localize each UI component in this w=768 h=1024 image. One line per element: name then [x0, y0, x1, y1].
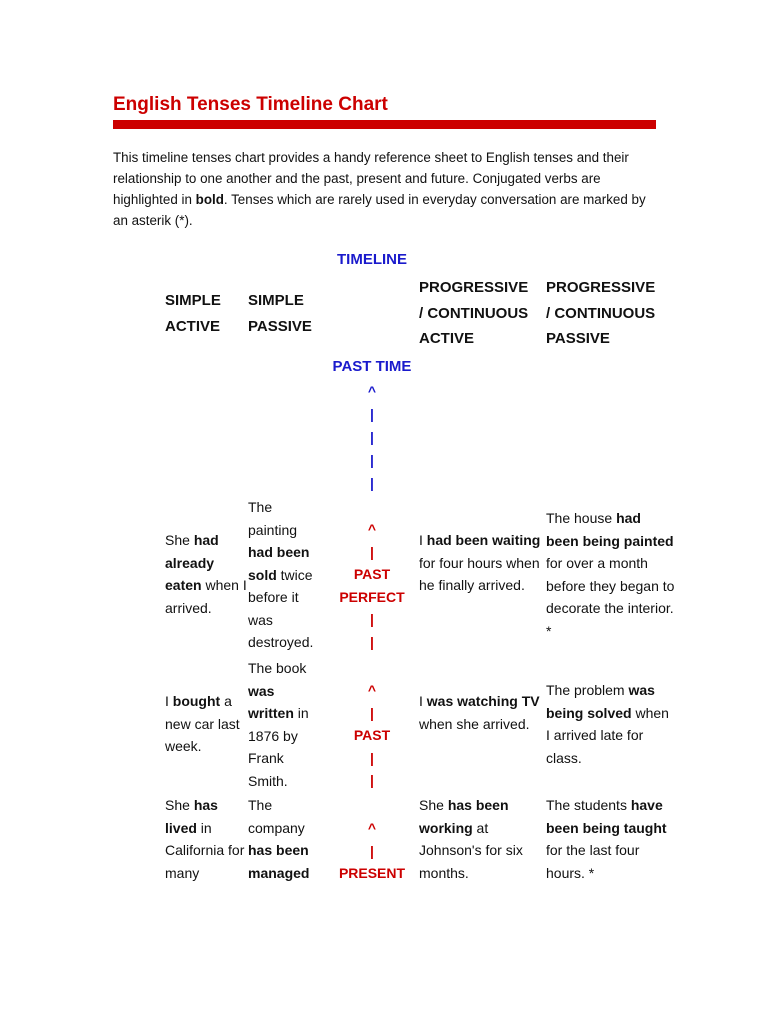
cell-text: for over a month before they began to decorate the interior. * [546, 555, 675, 639]
header-progressive-passive-line3: PASSIVE [546, 330, 610, 347]
past-perfect-progressive-passive [546, 507, 676, 642]
past-perfect-marker [322, 518, 422, 653]
header-progressive-active-line1: PROGRESSIVE [419, 279, 529, 296]
past-time-pipe: | [370, 429, 374, 445]
header-progressive-passive [546, 275, 655, 352]
marker-pipe: | [370, 543, 374, 560]
cell-verb: was watching TV [426, 693, 540, 709]
past-marker [322, 679, 422, 792]
header-progressive-active-line2: / CONTINUOUS [419, 304, 529, 322]
title-underline-bar [113, 120, 656, 129]
past-progressive-passive [546, 679, 676, 769]
header-progressive-passive-line1: PROGRESSIVE [546, 279, 656, 296]
cell-text: when I arrived. [165, 577, 247, 616]
marker-pipe: | [370, 611, 374, 627]
present-simple-active [165, 794, 247, 884]
cell-text: at Johnson's for six months. [419, 819, 523, 881]
past-perfect-simple-active [165, 529, 247, 619]
header-simple-passive [248, 288, 312, 339]
marker-pipe: | [370, 749, 374, 766]
header-progressive-passive-line2: / CONTINUOUS [546, 304, 656, 322]
past-time-pipe: | [370, 475, 374, 491]
intro-bold-word: bold [195, 192, 224, 207]
past-simple-passive [248, 657, 320, 792]
intro-text-end: . Tenses which are rarely used in everyday conversation are marked by an asterik (*). [113, 192, 646, 228]
present-progressive-active [419, 794, 544, 884]
past-label: PAST [353, 727, 391, 743]
cell-verb: had already eaten [165, 532, 219, 593]
past-time-pipe: | [370, 406, 374, 422]
cell-verb: was written [248, 682, 294, 721]
cell-text: The problem [546, 682, 629, 698]
cell-verb: has been managed [248, 842, 310, 881]
past-perfect-label-line2: PERFECT [339, 588, 405, 605]
marker-pipe: | [370, 772, 374, 788]
header-progressive-active-line3: ACTIVE [419, 330, 475, 347]
cell-text: The students [546, 797, 631, 813]
cell-verb: had been sold [248, 544, 310, 583]
header-simple-passive-line2: PASSIVE [248, 317, 312, 335]
cell-text: twice before it was destroyed. [248, 566, 314, 650]
past-time-pipe: | [370, 452, 374, 468]
cell-verb: have been being taught [546, 797, 667, 836]
past-time-label: PAST TIME [332, 358, 412, 375]
marker-pipe: | [370, 842, 374, 859]
past-time-arrow [322, 380, 422, 495]
page-title: English Tenses Timeline Chart [113, 94, 388, 115]
cell-verb: was being solved [546, 682, 655, 721]
cell-text: for four hours when he finally arrived. [419, 554, 540, 593]
cell-text: when I arrived late for class. [546, 704, 669, 766]
present-progressive-passive [546, 794, 676, 884]
timeline-heading: TIMELINE [337, 251, 407, 268]
header-simple-passive-line1: SIMPLE [248, 292, 304, 309]
cell-text: She [165, 532, 194, 548]
cell-text: in California for many [165, 819, 245, 881]
header-progressive-active [419, 275, 528, 352]
past-perfect-simple-passive [248, 496, 320, 654]
present-simple-passive [248, 794, 320, 884]
cell-text: I [165, 693, 173, 709]
past-progressive-active [419, 690, 544, 735]
present-marker [322, 817, 422, 885]
marker-caret: ^ [367, 521, 377, 537]
cell-text: a new car last week. [165, 693, 240, 754]
cell-verb: has lived [165, 797, 218, 836]
marker-pipe: | [370, 633, 374, 650]
header-simple-active [165, 288, 221, 339]
cell-text: I [419, 693, 427, 709]
past-simple-active [165, 690, 247, 758]
cell-text: for the last four hours. * [546, 842, 640, 881]
cell-verb: had been waiting [426, 532, 541, 548]
cell-text: in 1876 by Frank Smith. [248, 705, 309, 789]
cell-text: She [419, 797, 448, 813]
cell-text: when she arrived. [419, 715, 530, 732]
cell-text: The house [546, 510, 617, 526]
marker-caret: ^ [367, 682, 377, 698]
cell-text: The painting [248, 499, 298, 538]
past-perfect-progressive-active [419, 529, 544, 597]
past-perfect-label-line1: PAST [353, 566, 391, 582]
present-label: PRESENT [338, 865, 406, 881]
cell-verb: has been working [419, 797, 509, 836]
cell-text: She [165, 797, 194, 813]
past-time-caret: ^ [367, 383, 377, 399]
cell-text: The book [248, 660, 307, 676]
intro-paragraph [113, 147, 658, 231]
marker-pipe: | [370, 704, 374, 721]
intro-text-start: This timeline tenses chart provides a handy reference sheet to English tenses and their relationship to one another and the past, present and future. Conjugated verbs are highlighted in [113, 150, 629, 207]
cell-verb: had been being painted [546, 510, 674, 549]
cell-text: The company [248, 797, 305, 836]
cell-text: I [419, 532, 427, 548]
header-simple-active-line2: ACTIVE [165, 317, 221, 335]
cell-verb: bought [172, 693, 221, 709]
marker-caret: ^ [367, 820, 377, 836]
header-simple-active-line1: SIMPLE [165, 292, 221, 309]
